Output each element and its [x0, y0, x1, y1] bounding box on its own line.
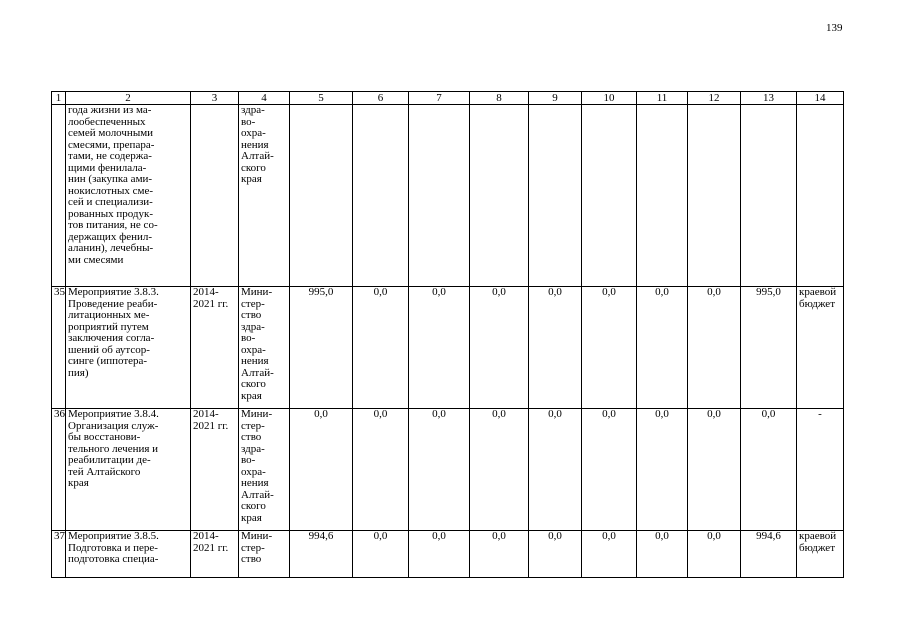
col-header: 6: [353, 92, 409, 105]
amount-cell: 0,0: [409, 409, 470, 531]
activity-description: Мероприятие 3.8.4. Организация служ- бы восстанови- тельного лечения и реабилитации де- тей Алтайского края: [66, 409, 191, 531]
amount-cell: 0,0: [353, 287, 409, 409]
total-cell: [741, 105, 797, 287]
period-cell: 2014- 2021 гг.: [191, 287, 239, 409]
amount-cell: 0,0: [470, 287, 529, 409]
page-number: 139: [826, 22, 843, 34]
col-header: 10: [582, 92, 637, 105]
col-header: 11: [637, 92, 688, 105]
executor-cell: Мини- стер- ство здра- во- охра- нения Алтай- ского края: [239, 409, 290, 531]
amount-cell: 0,0: [637, 409, 688, 531]
amount-cell: 995,0: [290, 287, 353, 409]
col-header: 5: [290, 92, 353, 105]
col-header: 2: [66, 92, 191, 105]
activity-description: Мероприятие 3.8.5. Подготовка и пере- подготовка специа-: [66, 531, 191, 578]
col-header: 12: [688, 92, 741, 105]
amount-cell: 0,0: [637, 531, 688, 578]
budget-table: [51, 91, 844, 578]
row-number: [52, 105, 66, 287]
row-number: 36: [52, 409, 66, 531]
row-number: 37: [52, 531, 66, 578]
amount-cell: 994,6: [290, 531, 353, 578]
amount-cell: 0,0: [582, 409, 637, 531]
executor-cell: здра- во- охра- нения Алтай- ского края: [239, 105, 290, 287]
col-header: 4: [239, 92, 290, 105]
col-header: 1: [52, 92, 66, 105]
amount-cell: 0,0: [353, 409, 409, 531]
col-header: 7: [409, 92, 470, 105]
activity-description: Мероприятие 3.8.3. Проведение реаби- литационных ме- роприятий путем заключения согла- шений об аутсор- синге (иппотера- пия): [66, 287, 191, 409]
amount-cell: 0,0: [470, 531, 529, 578]
amount-cell: [290, 105, 353, 287]
amount-cell: 0,0: [529, 409, 582, 531]
funding-source-cell: -: [797, 409, 844, 531]
amount-cell: [470, 105, 529, 287]
amount-cell: 0,0: [582, 287, 637, 409]
table-row: [52, 105, 844, 287]
table-row: [52, 287, 844, 409]
col-header: 8: [470, 92, 529, 105]
funding-source-cell: [797, 105, 844, 287]
amount-cell: 0,0: [409, 531, 470, 578]
total-cell: 995,0: [741, 287, 797, 409]
amount-cell: [409, 105, 470, 287]
amount-cell: 0,0: [529, 531, 582, 578]
executor-cell: Мини- стер- ство здра- во- охра- нения Алтай- ского края: [239, 287, 290, 409]
period-cell: [191, 105, 239, 287]
row-number: 35: [52, 287, 66, 409]
header-row: [52, 92, 844, 105]
amount-cell: [529, 105, 582, 287]
period-cell: 2014- 2021 гг.: [191, 409, 239, 531]
amount-cell: 0,0: [409, 287, 470, 409]
amount-cell: 0,0: [529, 287, 582, 409]
amount-cell: 0,0: [637, 287, 688, 409]
amount-cell: [637, 105, 688, 287]
funding-source-cell: краевой бюджет: [797, 531, 844, 578]
amount-cell: 0,0: [688, 409, 741, 531]
amount-cell: 0,0: [582, 531, 637, 578]
col-header: 9: [529, 92, 582, 105]
funding-source-cell: краевой бюджет: [797, 287, 844, 409]
table-row: [52, 409, 844, 531]
executor-cell: Мини- стер- ство: [239, 531, 290, 578]
table-row: [52, 531, 844, 578]
amount-cell: 0,0: [688, 531, 741, 578]
amount-cell: 0,0: [353, 531, 409, 578]
amount-cell: [353, 105, 409, 287]
period-cell: 2014- 2021 гг.: [191, 531, 239, 578]
amount-cell: 0,0: [688, 287, 741, 409]
col-header: 3: [191, 92, 239, 105]
total-cell: 994,6: [741, 531, 797, 578]
col-header: 14: [797, 92, 844, 105]
amount-cell: [688, 105, 741, 287]
amount-cell: 0,0: [470, 409, 529, 531]
total-cell: 0,0: [741, 409, 797, 531]
activity-description: года жизни из ма- лообеспеченных семей молочными смесями, препара- тами, не содержа- щими фенилала- нин (закупка ами- нокислотных сме- сей и специализи- рованных продук- тов питания, не со- держащих фенил- аланин), лечебны- ми смесями: [66, 105, 191, 287]
amount-cell: 0,0: [290, 409, 353, 531]
col-header: 13: [741, 92, 797, 105]
amount-cell: [582, 105, 637, 287]
